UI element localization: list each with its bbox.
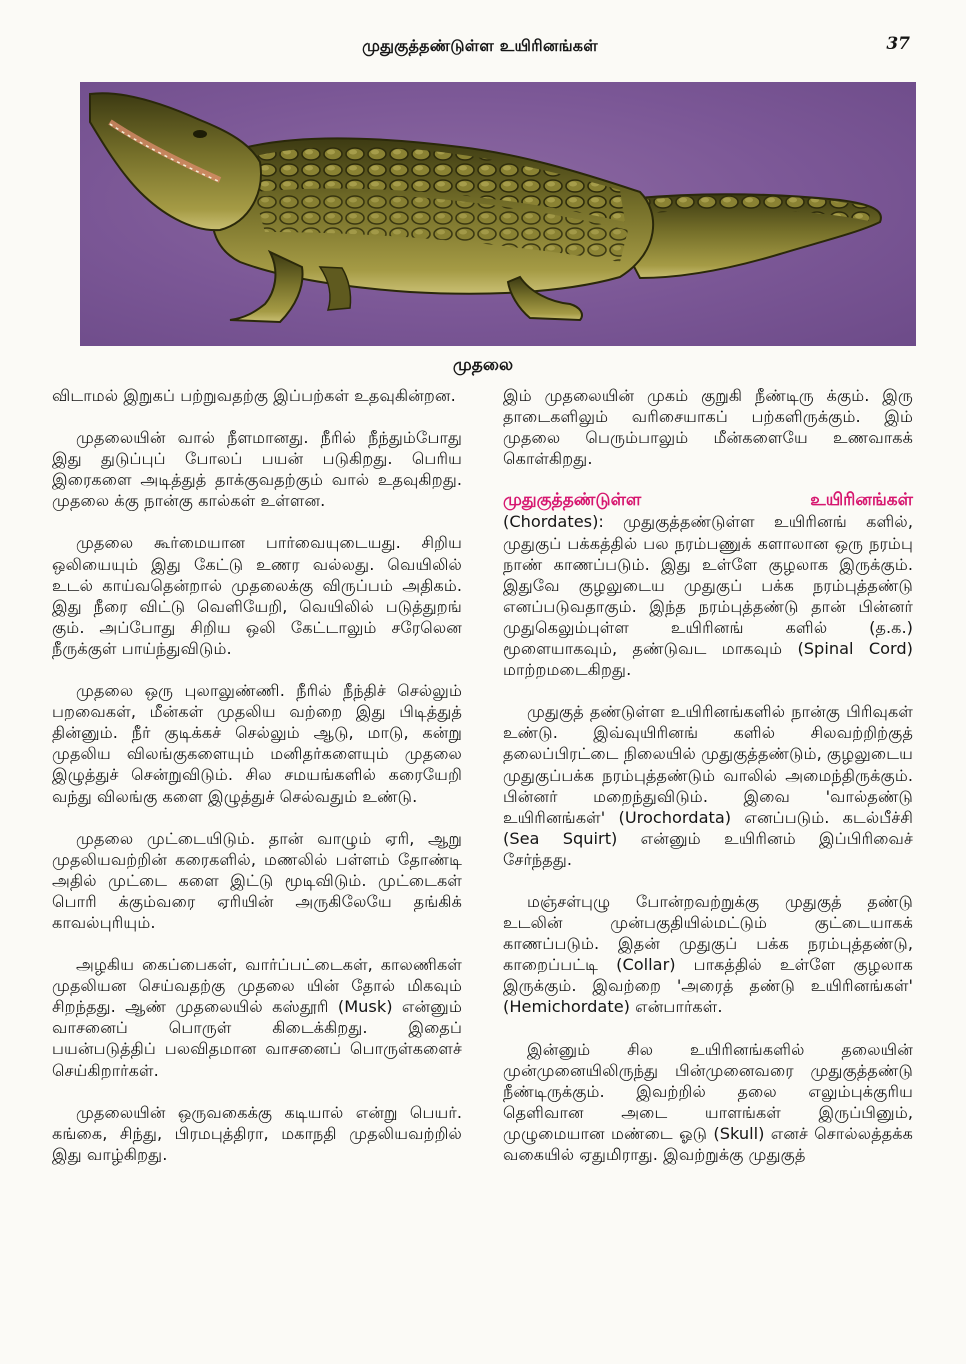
paragraph: அழகிய கைப்பைகள், வார்ப்பட்டைகள், காலணிகள் முதலியன செய்வதற்கு முதலை யின் தோல் மிகவும் சிறந்தது. ஆண் முதலையில் கஸ்தூரி (Musk) என்னும் வாசனைப் பொருள் கிடைக்கிறது. இதைப் பயன்படுத்திப் பலவிதமான வாசனைப் பொருள்களைச் செய்கிறார்கள்.: [52, 955, 462, 1080]
paragraph: (Chordates): முதுகுத்தண்டுள்ள உயிரினங் களில், முதுகுப் பக்கத்தில் பல நரம்பணுக் களாலான ஒரு நரம்பு நாண் காணப்படும். இது உள்ளே குழலாக இருக்கும். இதுவே குழலுடைய முதுகுப் பக்க நரம்புத்தண்டு எனப்படுவதாகும். இந்த நரம்புத்தண்டு தான் பின்னர் முதுகெலும்புள்ள உயிரினங் களில் (த.க.) மூளையாகவும், தண்டுவட மாகவும் (Spinal Cord) மாற்றமடைகிறது.: [503, 512, 913, 680]
page-number: 37: [886, 34, 910, 54]
paragraph: முதுகுத் தண்டுள்ள உயிரினங்களில் நான்கு பிரிவுகள் உண்டு. இவ்வுயிரினங் களில் சிலவற்றிற்குத் தலைப்பிரட்டை நிலையில் முதுகுத்தண்டும், குழலுடைய முதுகுப்பக்க நரம்புத்தண்டும் வாலில் அமைந்திருக்கும். பின்னர் மறைந்துவிடும். இவை 'வால்தண்டு உயிரினங்கள்' (Urochordata) எனப்படும். கடல்பீச்சி (Sea Squirt) என்னும் உயிரினம் இப்பிரிவைச் சேர்ந்தது.: [503, 702, 913, 869]
paragraph: முதலை ஒரு புலாலுண்ணி. நீரில் நீந்திச் செல்லும் பறவைகள், மீன்கள் முதலிய வற்றை இது பிடித்துத் தின்னும். நீர் குடிக்கச் செல்லும் ஆடு, மாடு, கன்று முதலிய விலங்குகளையும் மனிதர்களையும் முதலை இழுத்துச் சென்றுவிடும். சில சமயங்களில் கரையேறி வந்து விலங்கு களை இழுத்துச் செல்வதும் உண்டு.: [52, 681, 462, 806]
paragraph: முதலையின் ஒருவகைக்கு கடியால் என்று பெயர். கங்கை, சிந்து, பிரமபுத்திரா, மகாநதி முதலியவற்றில் இது வாழ்கிறது.: [52, 1102, 462, 1164]
section-heading: முதுகுத்தண்டுள்ள உயிரினங்கள்: [503, 490, 913, 511]
figure-caption: முதலை: [452, 355, 514, 375]
paragraph: முதலை முட்டையிடும். தான் வாழும் ஏரி, ஆறு முதலியவற்றின் கரைகளில், மணலில் பள்ளம் தோண்டி அதில் முட்டை களை இட்டு மூடிவிடும். முட்டைகள் பொரி க்கும்வரை ஏரியின் அருகிலேயே தங்கிக் காவல்புரியும்.: [52, 828, 462, 932]
paragraph: முதலையின் வால் நீளமானது. நீரில் நீந்தும்போது இது துடுப்புப் போலப் பயன் படுகிறது. பெரிய இரைகளை அடித்துத் தாக்குவதற்கும் வால் உதவுகிறது. முதலை க்கு நான்கு கால்கள் உள்ளன.: [52, 428, 462, 511]
paragraph: முதலை கூர்மையான பார்வையுடையது. சிறிய ஒலியையும் இது கேட்டு உணர வல்லது. வெயிலில் உடல் காய்வதென்றால் முதலைக்கு விருப்பம் அதிகம். இது நீரை விட்டு வெளியேறி, வெயிலில் படுத்துறங் கும். அப்போது சிறிய ஒலி கேட்டாலும் சரேலென நீருக்குள் பாய்ந்துவிடும்.: [52, 533, 462, 658]
paragraph: இன்னும் சில உயிரினங்களில் தலையின் முன்முனையிலிருந்து பின்முனைவரை முதுகுத்தண்டு நீண்டிருக்கும். இவற்றில் தலை எலும்புக்குரிய தெளிவான அடை யாளங்கள் இருப்பினும், முழுமையான மண்டை ஓடு (Skull) எனச் சொல்லத்தக்க வகையில் ஏதுமிராது. இவற்றுக்கு முதுகுத்: [503, 1039, 913, 1164]
right-column: [503, 385, 913, 1186]
left-column: [52, 385, 462, 1186]
paragraph: மஞ்சள்புழு போன்றவற்றுக்கு முதுகுத் தண்டு உடலின் முன்பகுதியில்மட்டும் குட்டையாகக் காணப்படும். இதன் முதுகுப் பக்க நரம்புத்தண்டு, காறைப்பட்டி (Collar) பாகத்தில் உள்ளே குழலாக இருக்கும். இவற்றை 'அரைத் தண்டு உயிரினங்கள்' (Hemichordate) என்பார்கள்.: [503, 891, 913, 1017]
paragraph: விடாமல் இறுகப் பற்றுவதற்கு இப்பற்கள் உதவுகின்றன.: [52, 386, 456, 405]
crocodile-illustration: [80, 82, 916, 346]
crocodile-drawing: [80, 82, 916, 346]
running-title: முதுகுத்தண்டுள்ள உயிரினங்கள்: [362, 36, 598, 55]
paragraph: இம் முதலையின் முகம் குறுகி நீண்டிரு க்கும். இரு தாடைகளிலும் வரிசையாகப் பற்களிருக்கும். இம் முதலை பெரும்பாலும் மீன்களையே உணவாகக் கொள்கிறது.: [503, 386, 913, 469]
running-head: [0, 34, 966, 60]
